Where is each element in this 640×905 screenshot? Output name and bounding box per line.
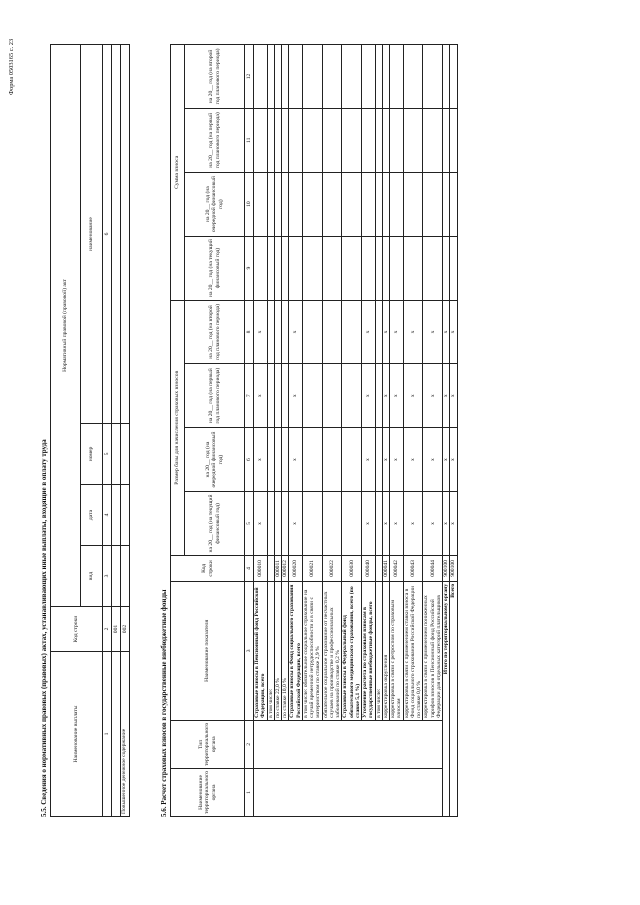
base-mark: x <box>254 492 268 556</box>
table-row <box>390 45 404 817</box>
sum-cell <box>254 108 268 172</box>
table-row <box>282 45 289 817</box>
base-mark: x <box>403 300 423 364</box>
row-code: 000021 <box>302 555 322 581</box>
sum-cell <box>322 172 342 236</box>
terr-name-cell <box>254 768 443 816</box>
base-mark: x <box>289 300 303 364</box>
base-mark <box>322 492 342 556</box>
sum-cell <box>403 45 423 109</box>
base-mark: x <box>390 492 404 556</box>
col-period: на 20__ год (на первый год планового периода) <box>185 364 245 428</box>
sum-cell <box>382 236 389 300</box>
sum-cell <box>423 45 443 109</box>
terr-type-cell <box>254 720 443 768</box>
row-code: 000011 <box>274 555 281 581</box>
sum-cell <box>375 108 382 172</box>
row-code: 000020 <box>289 555 303 581</box>
col-num: 6 <box>245 428 254 492</box>
sum-cell <box>443 236 450 300</box>
indicator-name: обязательное социальное страхование от несчастных случаев на производстве и профессиональных заболеваний по ставке 0,2 % <box>322 581 342 720</box>
sum-cell <box>289 236 303 300</box>
row-code: 000040 <box>362 555 376 581</box>
base-mark: x <box>362 300 376 364</box>
sum-cell <box>375 172 382 236</box>
col-period: на 20__ год (на первый год планового периода) <box>185 108 245 172</box>
col-num: 4 <box>245 555 254 581</box>
base-mark: x <box>390 364 404 428</box>
table-row <box>274 45 281 817</box>
sum-cell <box>282 108 289 172</box>
sum-cell <box>382 172 389 236</box>
acts-table <box>50 44 130 817</box>
sum-cell <box>274 236 281 300</box>
base-mark: x <box>443 300 450 364</box>
row-code: 000012 <box>282 555 289 581</box>
base-mark: x <box>403 492 423 556</box>
cell <box>121 546 130 607</box>
base-mark: x <box>362 364 376 428</box>
sum-cell <box>423 236 443 300</box>
base-mark <box>282 492 289 556</box>
base-mark: x <box>254 428 268 492</box>
base-mark <box>274 300 281 364</box>
row-code: 000043 <box>403 555 423 581</box>
col-num: 11 <box>245 108 254 172</box>
sum-cell <box>390 172 404 236</box>
sum-cell <box>267 236 274 300</box>
row-code: 000030 <box>342 555 362 581</box>
base-mark: x <box>254 364 268 428</box>
col-code: Код строки <box>51 607 103 652</box>
base-mark <box>375 428 382 492</box>
indicator-name: корректировка в связи с ретроспом по страховым взносам <box>390 581 404 720</box>
col-num: 1 <box>245 768 254 816</box>
table-row <box>322 45 342 817</box>
sum-cell <box>274 108 281 172</box>
col-period: на 20__ год (на очередной финансовый год) <box>185 428 245 492</box>
row-code: 000042 <box>390 555 404 581</box>
col-num: 4 <box>103 485 112 546</box>
row-code: 002 <box>121 607 130 652</box>
row-code: 000010 <box>254 555 268 581</box>
sum-cell <box>342 236 362 300</box>
sum-cell <box>362 45 376 109</box>
cell <box>121 485 130 546</box>
cell <box>112 45 121 424</box>
base-mark: x <box>289 364 303 428</box>
indicator-name: по ставке 22,0 % <box>274 581 281 720</box>
indicator-name: Страховые взносы в Федеральный фонд обязательного медицинского страхования, всего (по ставке 5,1 %) <box>342 581 362 720</box>
form-id: Форма 0503165 с. 23 <box>8 38 15 95</box>
base-mark <box>267 300 274 364</box>
base-mark: x <box>254 300 268 364</box>
base-mark: x <box>423 428 443 492</box>
indicator-name: Страховые взносы в Пенсионный фонд Российской Федерации, всего <box>254 581 268 720</box>
col-terr-name: Наименование территориального органа <box>171 768 245 816</box>
table-row <box>289 45 303 817</box>
sum-cell <box>443 108 450 172</box>
col-date: дата <box>81 485 103 546</box>
col-act: Нормативный правовой (правовой) акт <box>51 45 81 607</box>
sum-cell <box>403 236 423 300</box>
table-row <box>254 45 268 817</box>
base-mark <box>375 364 382 428</box>
sum-cell <box>342 108 362 172</box>
base-mark <box>274 492 281 556</box>
base-mark: x <box>443 364 450 428</box>
payment-name <box>112 652 121 817</box>
base-mark: x <box>450 300 457 364</box>
sum-cell <box>450 45 457 109</box>
row-code <box>267 555 274 581</box>
base-mark: x <box>443 428 450 492</box>
sum-cell <box>254 172 268 236</box>
total-label: Итого по территориальному органу <box>443 581 450 816</box>
col-period: на 20__ год (на очередной финансовый год) <box>185 172 245 236</box>
col-num: 6 <box>103 45 112 424</box>
base-mark <box>302 300 322 364</box>
base-mark <box>342 364 362 428</box>
row-code: 900100 <box>450 555 457 581</box>
base-mark: x <box>423 300 443 364</box>
col-period: на 20__ год (на текущий финансовый год) <box>185 236 245 300</box>
sum-cell <box>254 236 268 300</box>
base-mark: x <box>289 428 303 492</box>
sum-cell <box>443 45 450 109</box>
sum-cell <box>375 45 382 109</box>
row-code: 000044 <box>423 555 443 581</box>
base-mark <box>322 364 342 428</box>
sum-cell <box>403 108 423 172</box>
base-mark <box>302 492 322 556</box>
base-mark: x <box>443 492 450 556</box>
sum-cell <box>443 172 450 236</box>
base-mark: x <box>382 364 389 428</box>
base-mark: x <box>362 428 376 492</box>
base-mark <box>267 364 274 428</box>
sum-cell <box>450 172 457 236</box>
table-row <box>403 45 423 817</box>
col-act-name: наименование <box>81 45 103 424</box>
sum-cell <box>390 45 404 109</box>
sum-cell <box>342 172 362 236</box>
section-5-6-title: 5.6. Расчет страховых взносов в государственные внебюджетные фонды <box>160 589 168 817</box>
base-mark: x <box>382 428 389 492</box>
base-mark <box>322 300 342 364</box>
col-num: 8 <box>245 300 254 364</box>
sum-cell <box>322 45 342 109</box>
sum-cell <box>450 236 457 300</box>
indicator-name: в том числе: обязательное социальное страхование на случай временной нетрудоспособности и в связи с материнством по ставке 2,9 % <box>302 581 322 720</box>
table-row <box>302 45 322 817</box>
base-mark <box>274 364 281 428</box>
row-code <box>375 555 382 581</box>
base-mark <box>302 428 322 492</box>
base-mark: x <box>362 492 376 556</box>
col-period: на 20__ год (на второй год планового периода) <box>185 300 245 364</box>
col-period: на 20__ год (на второй год планового периода) <box>185 45 245 109</box>
sum-cell <box>450 108 457 172</box>
table-row <box>362 45 376 817</box>
col-payment-name: Наименование выплаты <box>51 652 103 817</box>
base-mark <box>267 492 274 556</box>
indicator-name: Страховые взносы в Фонд социального страхования Российской Федерации, всего <box>289 581 303 720</box>
sum-cell <box>382 108 389 172</box>
base-mark <box>274 428 281 492</box>
sum-cell <box>362 172 376 236</box>
base-mark <box>322 428 342 492</box>
sum-cell <box>362 108 376 172</box>
base-mark: x <box>403 364 423 428</box>
sum-cell <box>282 236 289 300</box>
base-mark <box>282 428 289 492</box>
base-mark <box>375 492 382 556</box>
sum-cell <box>362 236 376 300</box>
base-mark: x <box>450 492 457 556</box>
insurance-table <box>170 44 458 817</box>
sum-cell <box>274 45 281 109</box>
sum-cell <box>289 108 303 172</box>
col-num: 7 <box>245 364 254 428</box>
cell <box>121 424 130 485</box>
sum-cell <box>254 45 268 109</box>
base-mark <box>375 300 382 364</box>
table-row <box>342 45 362 817</box>
col-indicator: Наименование показателя <box>171 581 245 720</box>
indicator-name: в том числе: <box>267 581 274 720</box>
sum-cell <box>302 172 322 236</box>
base-mark: x <box>423 364 443 428</box>
base-mark: x <box>450 428 457 492</box>
base-mark <box>282 364 289 428</box>
base-mark: x <box>390 428 404 492</box>
sum-cell <box>322 236 342 300</box>
row-code: 000022 <box>322 555 342 581</box>
section-5-5-title: 5.5. Сведения о нормативных правовых (правовых) актах, устанавливающих иные выплаты, входящие в оплату труда <box>40 439 48 817</box>
col-num: 3 <box>103 546 112 607</box>
sum-cell <box>382 45 389 109</box>
payment-name: Повышенное денежное содержание <box>121 652 130 817</box>
sum-cell <box>282 172 289 236</box>
sum-cell <box>302 236 322 300</box>
indicator-name: корректировка округления <box>382 581 389 720</box>
sum-cell <box>302 45 322 109</box>
base-mark <box>342 300 362 364</box>
sum-cell <box>423 108 443 172</box>
base-mark <box>342 428 362 492</box>
indicator-name: корректировка в связи с применением пониженных тарифов взносов в Пенсионный фонд Российской Федерации для отдельных категорий плательщиков <box>423 581 443 720</box>
col-num: 1 <box>103 652 112 817</box>
col-period: на 20__ год (на текущий финансовый год) <box>185 492 245 556</box>
row-code: 900100 <box>443 555 450 581</box>
sum-cell <box>390 108 404 172</box>
indicator-name: по ставке 10,0 % <box>282 581 289 720</box>
col-terr-type: Тип территориального органа <box>171 720 245 768</box>
table-row <box>375 45 382 817</box>
sum-cell <box>403 172 423 236</box>
sum-cell <box>289 45 303 109</box>
cell <box>112 546 121 607</box>
col-num: 10 <box>245 172 254 236</box>
sum-cell <box>423 172 443 236</box>
col-num: 3 <box>245 581 254 720</box>
col-code: Код строки <box>171 555 245 581</box>
base-mark: x <box>382 300 389 364</box>
sum-cell <box>274 172 281 236</box>
col-number: номер <box>81 424 103 485</box>
col-num: 5 <box>245 492 254 556</box>
base-mark: x <box>423 492 443 556</box>
base-mark <box>282 300 289 364</box>
cell <box>121 45 130 424</box>
sum-cell <box>289 172 303 236</box>
base-mark <box>342 492 362 556</box>
base-mark <box>267 428 274 492</box>
table-row <box>382 45 389 817</box>
total-territorial-row <box>443 45 450 817</box>
col-sum: Сумма взноса <box>171 45 185 301</box>
sum-cell <box>322 108 342 172</box>
row-code: 001 <box>112 607 121 652</box>
base-mark: x <box>390 300 404 364</box>
col-num: 9 <box>245 236 254 300</box>
col-num: 2 <box>103 607 112 652</box>
sum-cell <box>267 108 274 172</box>
base-mark: x <box>403 428 423 492</box>
sum-cell <box>342 45 362 109</box>
total-all-row <box>450 45 457 817</box>
total-label: Всего <box>450 581 457 816</box>
sum-cell <box>267 45 274 109</box>
cell <box>112 485 121 546</box>
col-kind: вид <box>81 546 103 607</box>
col-base: Размер базы для начисления страховых взносов <box>171 300 185 555</box>
base-mark <box>302 364 322 428</box>
table-row <box>267 45 274 817</box>
row-code: 000041 <box>382 555 389 581</box>
indicator-name: Уточнение расчета по страховым взносам в государственные внебюджетные фонды, всего <box>362 581 376 720</box>
sum-cell <box>282 45 289 109</box>
base-mark: x <box>289 492 303 556</box>
sum-cell <box>390 236 404 300</box>
table-row <box>423 45 443 817</box>
cell <box>112 424 121 485</box>
indicator-name: корректировка в связи с применением ставки взноса в Фонд социального страхования Российской Федерации по ставке 0,0 % <box>403 581 423 720</box>
col-num: 2 <box>245 720 254 768</box>
sum-cell <box>375 236 382 300</box>
base-mark: x <box>382 492 389 556</box>
indicator-name: в том числе: <box>375 581 382 720</box>
sum-cell <box>267 172 274 236</box>
base-mark: x <box>450 364 457 428</box>
col-num: 12 <box>245 45 254 109</box>
sum-cell <box>302 108 322 172</box>
col-num: 5 <box>103 424 112 485</box>
